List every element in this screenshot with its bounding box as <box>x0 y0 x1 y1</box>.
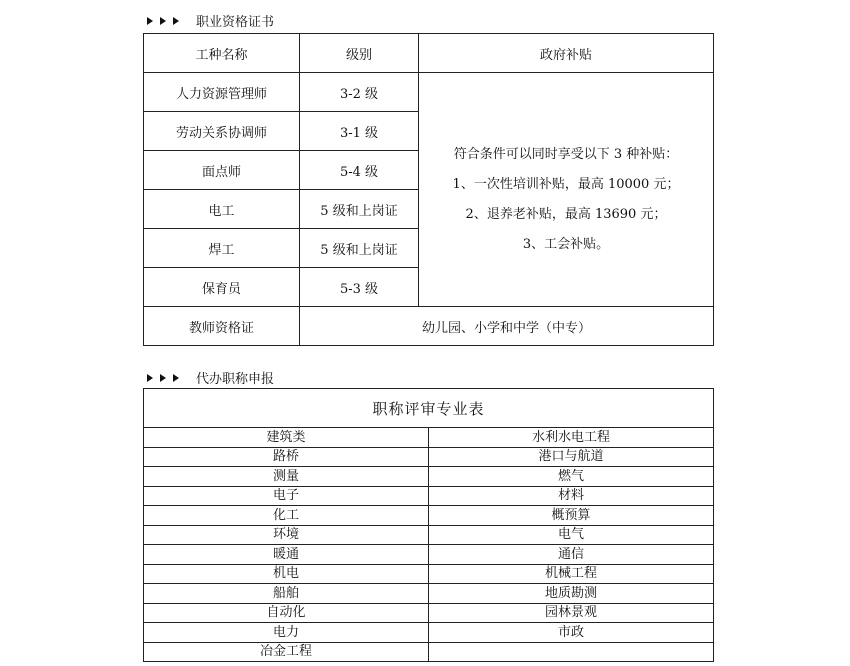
job-name-cell: 保育员 <box>144 268 300 307</box>
header-subsidy: 政府补贴 <box>419 34 714 73</box>
level-cell: 3-2 级 <box>300 73 419 112</box>
teacher-name-cell: 教师资格证 <box>144 307 300 346</box>
major-cell: 燃气 <box>429 467 714 487</box>
table-row <box>144 584 714 604</box>
job-name-cell: 劳动关系协调师 <box>144 112 300 151</box>
section-heading-label: 职业资格证书 <box>196 15 275 30</box>
header-job-name: 工种名称 <box>144 34 300 73</box>
major-cell: 通信 <box>429 545 714 565</box>
table-header-row <box>144 34 714 73</box>
level-cell: 5-4 级 <box>300 151 419 190</box>
subsidy-cell <box>419 73 714 307</box>
major-cell: 化工 <box>144 506 429 526</box>
major-cell: 港口与航道 <box>429 447 714 467</box>
major-cell: 电子 <box>144 486 429 506</box>
table-row <box>144 545 714 565</box>
job-name-cell: 面点师 <box>144 151 300 190</box>
level-cell: 5 级和上岗证 <box>300 229 419 268</box>
table-row <box>144 564 714 584</box>
header-level: 级别 <box>300 34 419 73</box>
major-cell: 冶金工程 <box>144 642 429 662</box>
table-row <box>144 447 714 467</box>
table-row <box>144 525 714 545</box>
qualification-table <box>143 33 714 346</box>
table-title: 职称评审专业表 <box>144 389 714 428</box>
table-row <box>144 623 714 643</box>
table-row <box>144 467 714 487</box>
major-cell: 水利水电工程 <box>429 428 714 448</box>
job-name-cell: 人力资源管理师 <box>144 73 300 112</box>
major-cell: 机电 <box>144 564 429 584</box>
table-row <box>144 73 714 112</box>
major-cell: 电力 <box>144 623 429 643</box>
table-row <box>144 428 714 448</box>
major-cell: 环境 <box>144 525 429 545</box>
major-cell <box>429 642 714 662</box>
section-heading-label: 代办职称申报 <box>196 372 275 387</box>
major-cell: 船舶 <box>144 584 429 604</box>
major-cell: 机械工程 <box>429 564 714 584</box>
triple-arrow-icon <box>147 17 186 25</box>
teacher-scope-cell: 幼儿园、小学和中学（中专） <box>300 307 714 346</box>
major-cell: 自动化 <box>144 603 429 623</box>
section-heading-qualification <box>147 11 274 30</box>
job-name-cell: 焊工 <box>144 229 300 268</box>
major-cell: 暖通 <box>144 545 429 565</box>
major-cell: 概预算 <box>429 506 714 526</box>
subsidy-line: 符合条件可以同时享受以下 3 种补贴： <box>453 146 679 162</box>
major-cell: 市政 <box>429 623 714 643</box>
subsidy-line: 2、退养老补贴，最高 13690 元； <box>465 206 667 222</box>
level-cell: 5-3 级 <box>300 268 419 307</box>
table-title-row <box>144 389 714 428</box>
major-cell: 电气 <box>429 525 714 545</box>
level-cell: 5 级和上岗证 <box>300 190 419 229</box>
job-name-cell: 电工 <box>144 190 300 229</box>
table-row <box>144 603 714 623</box>
subsidy-line: 1、一次性培训补贴，最高 10000 元； <box>452 176 680 192</box>
major-cell: 测量 <box>144 467 429 487</box>
table-row <box>144 506 714 526</box>
major-cell: 建筑类 <box>144 428 429 448</box>
table-row <box>144 486 714 506</box>
major-cell: 地质勘测 <box>429 584 714 604</box>
level-cell: 3-1 级 <box>300 112 419 151</box>
table-row <box>144 642 714 662</box>
triple-arrow-icon <box>147 374 186 382</box>
major-cell: 路桥 <box>144 447 429 467</box>
table-row-teacher <box>144 307 714 346</box>
section-heading-title-application <box>147 368 274 387</box>
major-cell: 园林景观 <box>429 603 714 623</box>
subsidy-line: 3、工会补贴。 <box>522 236 610 252</box>
title-majors-table <box>143 388 714 662</box>
major-cell: 材料 <box>429 486 714 506</box>
